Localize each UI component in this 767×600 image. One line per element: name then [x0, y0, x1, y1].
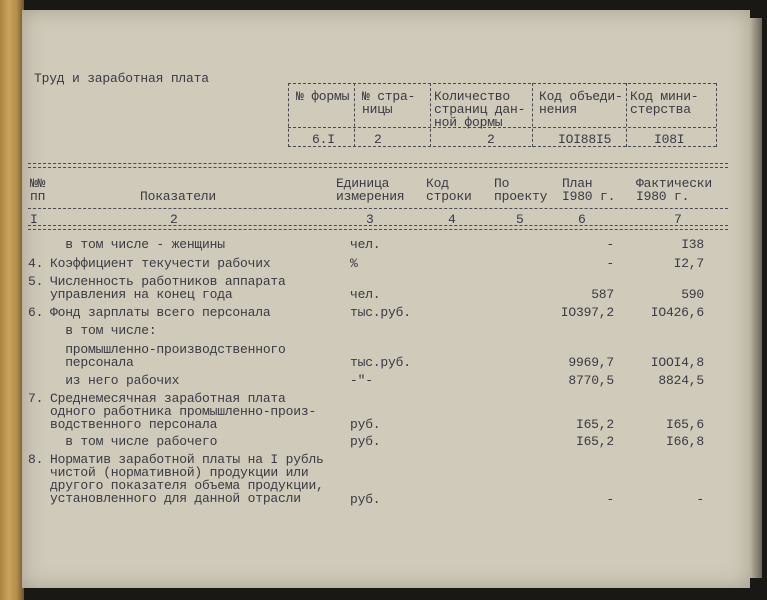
col-header-unit: Единица измерения: [336, 176, 405, 204]
column-numbers-rule: [28, 225, 728, 230]
col-number-2: 2: [170, 212, 178, 227]
header-box-divider: [288, 83, 289, 147]
col-header-actual: Фактически I980 г.: [636, 176, 713, 204]
page-number-value: 2: [374, 132, 382, 147]
col-number-6: 6: [578, 212, 586, 227]
row-unit: руб.: [350, 417, 381, 432]
row-actual: 8824,5: [658, 373, 704, 388]
row-number: 8.: [28, 452, 44, 467]
col-header-number: №№ пп: [30, 176, 46, 204]
header-box-divider: [430, 83, 431, 147]
row-unit: руб.: [350, 492, 381, 507]
row-unit: тыс.руб.: [350, 305, 411, 320]
association-code-header: Код объеди- нения: [539, 89, 623, 117]
row-plan: IO397,2: [560, 305, 614, 320]
row-plan: 9969,7: [568, 355, 614, 370]
row-unit: -"-: [350, 373, 373, 388]
page-number-header: № стра- ницы: [362, 89, 416, 117]
col-number-3: 3: [366, 212, 374, 227]
row-unit: тыс.руб.: [350, 355, 411, 370]
row-actual: -: [696, 492, 704, 507]
table-top-rule: [28, 163, 728, 168]
row-number: 6.: [28, 305, 44, 320]
header-box-divider: [626, 83, 627, 147]
page-count-value: 2: [487, 132, 495, 147]
row-number: 4.: [28, 256, 44, 271]
form-number-value: 6.I: [312, 132, 335, 147]
row-plan: I65,2: [575, 434, 614, 449]
row-actual: I38: [681, 237, 704, 252]
header-box-divider: [716, 83, 717, 147]
header-separator: [28, 208, 728, 209]
row-number: 7.: [28, 391, 44, 406]
row-actual: IOOI4,8: [650, 355, 704, 370]
row-label: из него рабочих: [50, 373, 180, 388]
row-label: Среднемесячная заработная плата одного работника промышленно-произ- водственного персонала: [50, 391, 317, 432]
row-label: Численность работников аппарата управления на конец года: [50, 274, 286, 302]
page-count-header: Количество страниц дан- ной формы: [434, 89, 526, 130]
col-number-1: I: [30, 212, 38, 227]
col-header-project: По проекту: [494, 176, 548, 204]
row-label: Коэффициент текучести рабочих: [50, 256, 271, 271]
row-plan: I65,2: [575, 417, 614, 432]
row-label: в том числе:: [50, 323, 157, 338]
row-label: в том числе рабочего: [50, 434, 218, 449]
form-number-header: № формы: [296, 89, 350, 104]
row-number: 5.: [28, 274, 44, 289]
row-label: в том числе - женщины: [50, 237, 225, 252]
header-box-divider: [354, 83, 355, 147]
row-plan: 587: [591, 287, 614, 302]
row-unit: чел.: [350, 237, 381, 252]
document-title: Труд и заработная плата: [34, 71, 209, 86]
row-label: Норматив заработной платы на I рубль чистой (нормативной) продукции или другого показателя объема продукции, установленного для данной отрасли: [50, 452, 324, 506]
row-label: промышленно-производственного персонала: [65, 342, 286, 370]
col-header-plan: План I980 г.: [562, 176, 616, 204]
col-number-4: 4: [448, 212, 456, 227]
header-box-bottom-rule: [288, 146, 716, 147]
row-plan: 8770,5: [568, 373, 614, 388]
row-actual: I2,7: [673, 256, 704, 271]
col-header-line-code: Код строки: [426, 176, 472, 204]
folder-binding-edge: [0, 0, 24, 600]
col-number-5: 5: [516, 212, 524, 227]
association-code-value: IOI88I5: [558, 132, 612, 147]
header-box-top-rule: [288, 83, 716, 84]
row-plan: -: [606, 256, 614, 271]
col-number-7: 7: [674, 212, 682, 227]
row-actual: I65,6: [665, 417, 704, 432]
row-plan: -: [606, 492, 614, 507]
row-actual: IO426,6: [650, 305, 704, 320]
row-unit: %: [350, 256, 358, 271]
row-plan: -: [606, 237, 614, 252]
row-unit: чел.: [350, 287, 381, 302]
row-unit: руб.: [350, 434, 381, 449]
col-header-indicators: Показатели: [140, 189, 217, 204]
ministry-code-header: Код мини- стерства: [630, 89, 699, 117]
row-actual: 590: [681, 287, 704, 302]
header-box-divider: [532, 83, 533, 147]
row-actual: I66,8: [665, 434, 704, 449]
ministry-code-value: I08I: [654, 132, 685, 147]
row-label: Фонд зарплаты всего персонала: [50, 305, 271, 320]
document-page: [22, 10, 750, 588]
